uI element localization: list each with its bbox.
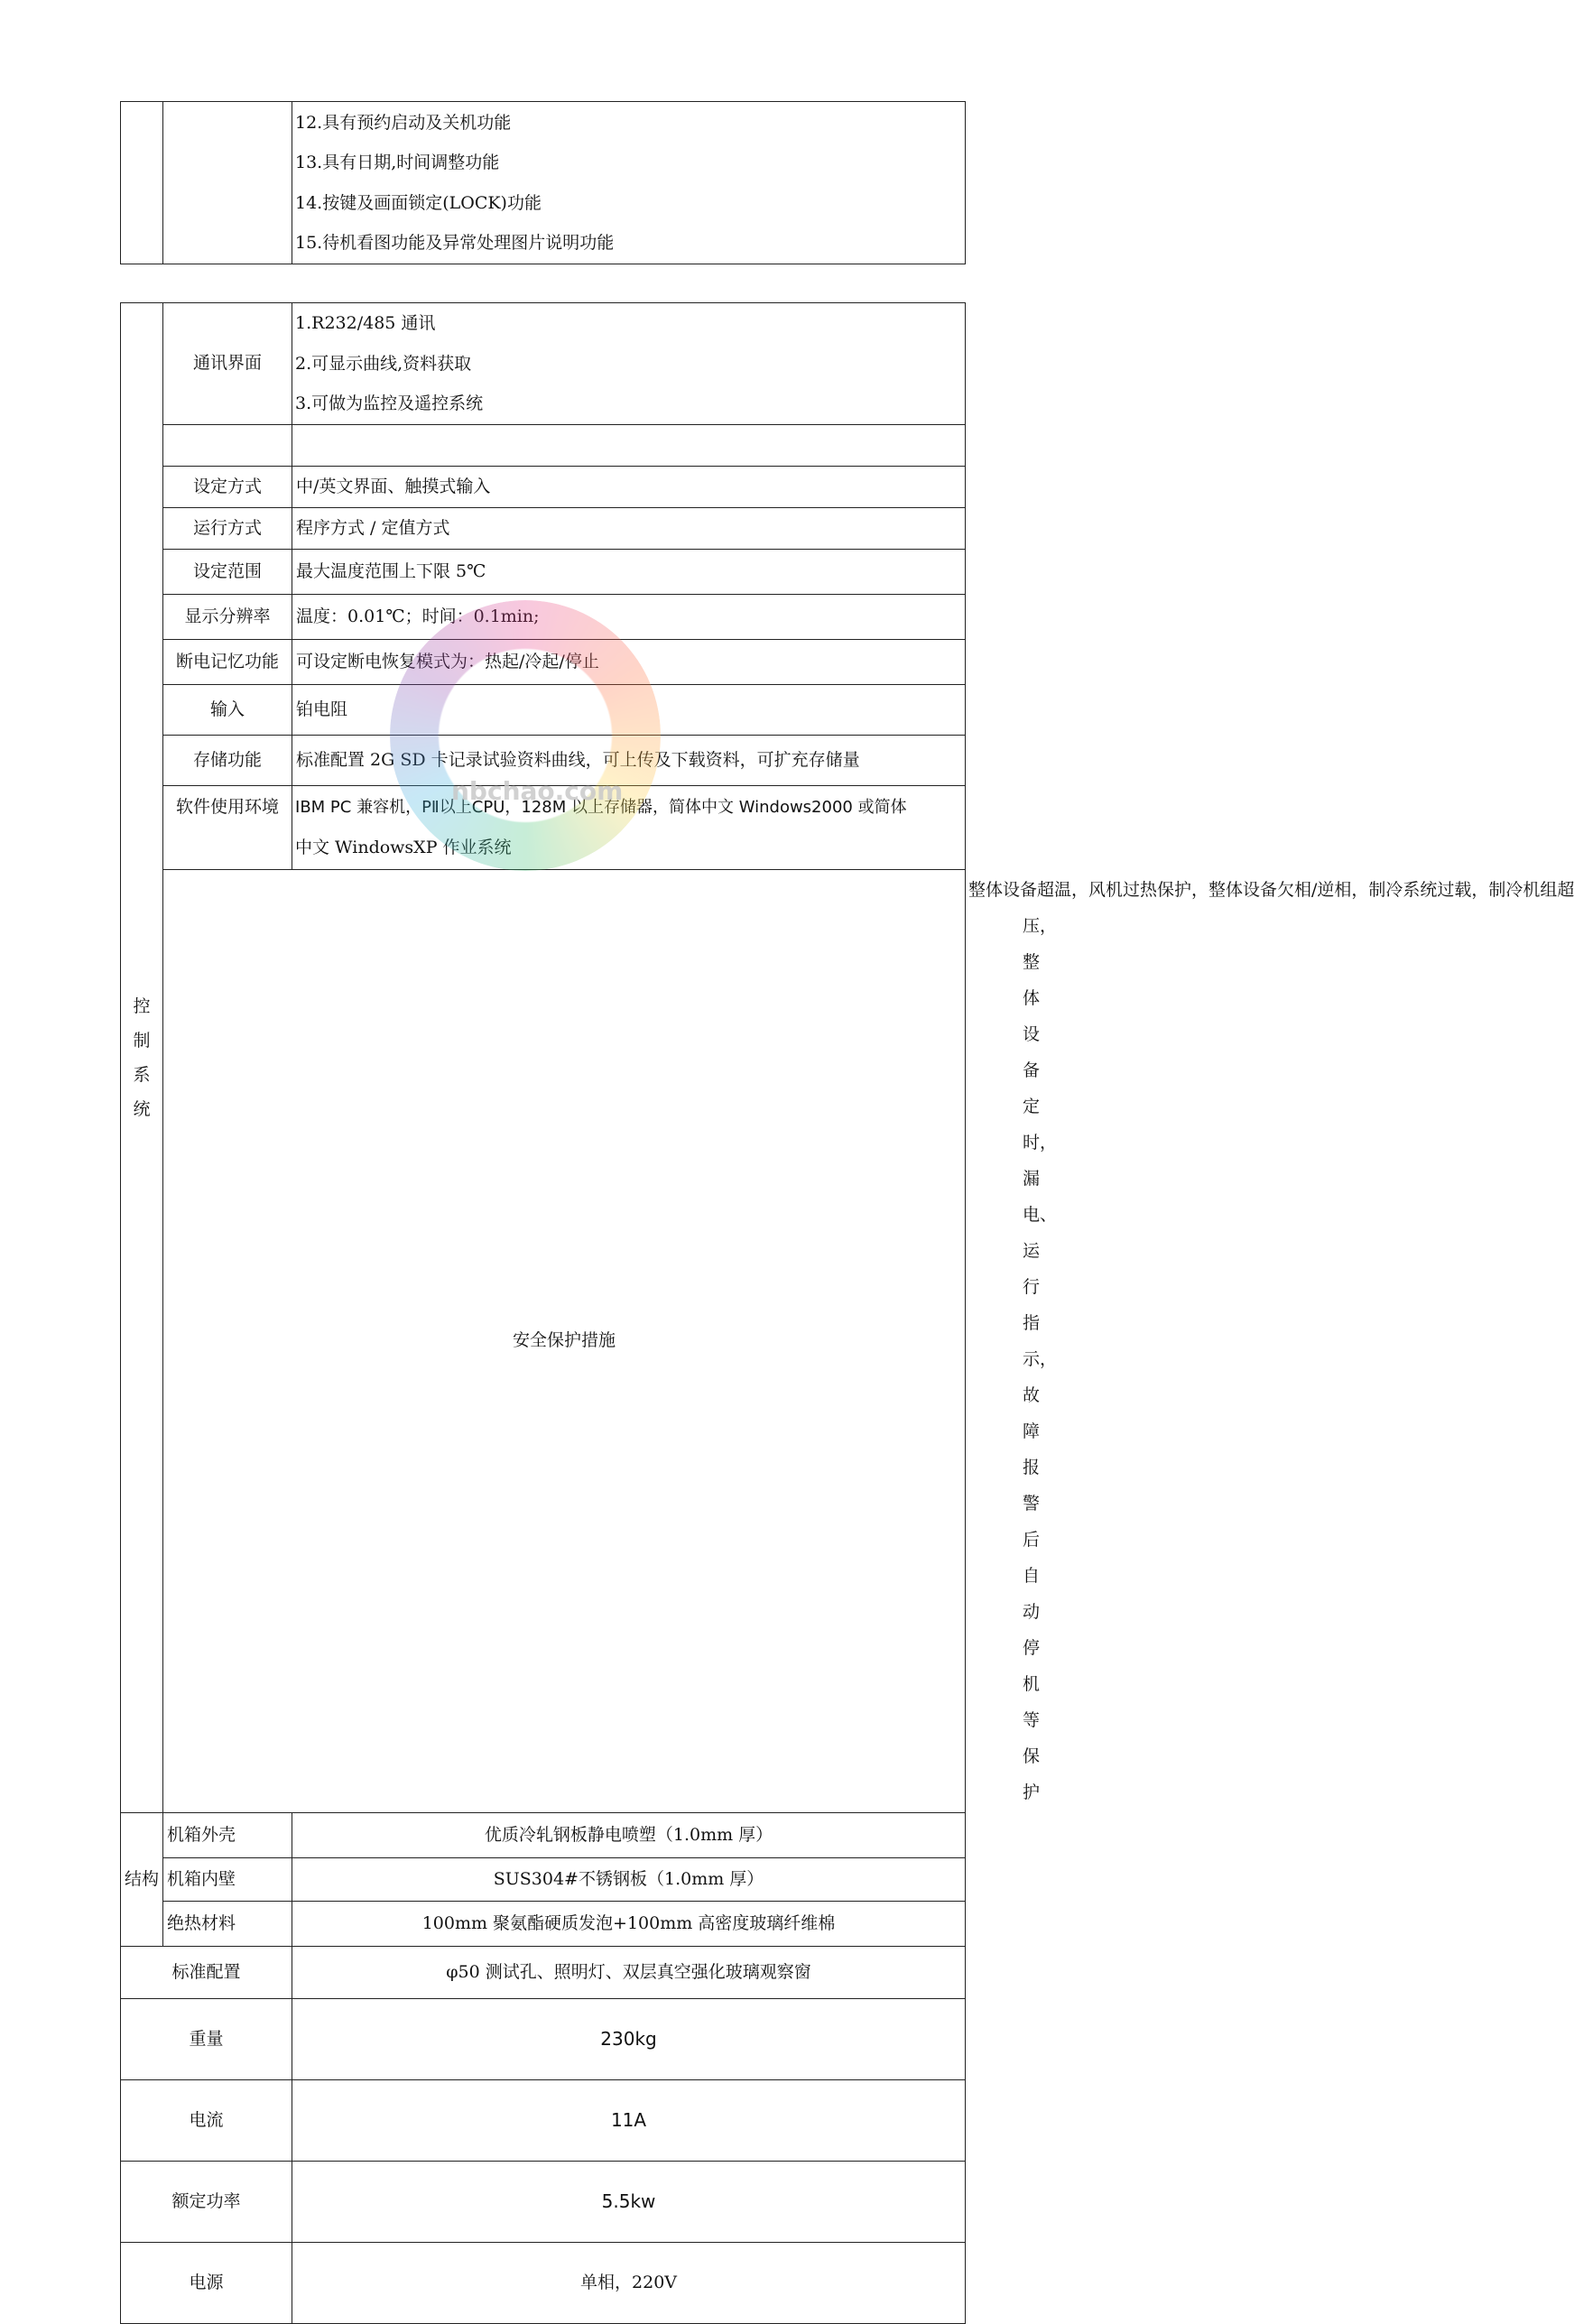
- current-label: 电流: [121, 2079, 292, 2161]
- feature-line: 12.具有预约启动及关机功能: [295, 112, 512, 133]
- empty-cell: [163, 102, 292, 264]
- empty-cell: [292, 424, 966, 466]
- control-system-group-label: 控 制 系 统: [121, 303, 163, 1813]
- software-line: 中文 WindowsXP 作业系统: [295, 837, 512, 857]
- input-value: 铂电阻: [292, 684, 966, 735]
- power-memory-value: 可设定断电恢复模式为：热起/冷起/停止: [292, 639, 966, 684]
- empty-cell: [121, 102, 163, 264]
- spec-table: 控 制 系 统 通讯界面 1.R232/485 通讯 2.可显示曲线,资料获取 3.可做为监控及遥控系统 设定方式 中/英文界面、触摸式输入 运行方式 程序方式 / 定值方式 设定范围 最大温度范围上下限 5℃ 显示分辨率 温度：0.01℃；时间：0.1min; 断电记忆功能 可设定断电恢复模式为：热起/冷起/停止 输入 铂电阻 存储功能 标准配置 2G SD 卡记录试验资料曲线，可上传及下载资料，可扩充存储量 软件使用环境 IBM PC 兼容机，PⅡ以上CPU，128M 以上存储器，简体中文 Windows2000 或简体 中文 WindowsXP 作业系统 安全保护措施 整体设备超温，风机过热保护，整体设备欠相/逆相，制冷系统过载，制冷机组超 压，整体设备定时，漏电、运行指示，故障报警后自动停机等保护 结构 机箱外壳 优质冷轧钢板静电喷塑（1.0mm 厚） 机箱内壁 SUS304#不锈钢板（1.0mm 厚） 绝热材料 100mm 聚氨酯硬质发泡+100mm 高密度玻璃纤维棉 标准配置 φ50 测试孔、照明灯、双层真空强化玻璃观察窗 重量 230kg 电流 11A 额定功率 5.5kw 电源 单相，220V: [120, 302, 966, 2324]
- structure-row-value: 100mm 聚氨酯硬质发泡+100mm 高密度玻璃纤维棉: [292, 1901, 966, 1946]
- input-label: 输入: [163, 684, 292, 735]
- comm-value: [292, 303, 966, 425]
- safety-label: 安全保护措施: [163, 869, 966, 1812]
- set-range-value: 最大温度范围上下限 5℃: [292, 549, 966, 594]
- power-memory-label: 断电记忆功能: [163, 639, 292, 684]
- rated-power-value: 5.5kw: [292, 2161, 966, 2242]
- software-label: 软件使用环境: [163, 785, 292, 869]
- set-range-label: 设定范围: [163, 549, 292, 594]
- structure-row-value: 优质冷轧钢板静电喷塑（1.0mm 厚）: [292, 1812, 966, 1857]
- comm-label: 通讯界面: [163, 303, 292, 425]
- comm-line: 2.可显示曲线,资料获取: [295, 353, 472, 374]
- software-value: [292, 785, 966, 869]
- structure-row-value: SUS304#不锈钢板（1.0mm 厚）: [292, 1857, 966, 1901]
- feature-line: 15.待机看图功能及异常处理图片说明功能: [295, 233, 615, 253]
- standard-config-label: 标准配置: [121, 1946, 292, 1998]
- comm-line: 1.R232/485 通讯: [295, 313, 436, 333]
- comm-line: 3.可做为监控及遥控系统: [295, 394, 484, 413]
- setting-mode-label: 设定方式: [163, 466, 292, 507]
- rated-power-label: 额定功率: [121, 2161, 292, 2242]
- setting-mode-value: 中/英文界面、触摸式输入: [292, 466, 966, 507]
- resolution-value: 温度：0.01℃；时间：0.1min;: [292, 594, 966, 639]
- power-supply-label: 电源: [121, 2242, 292, 2323]
- structure-row-label: 机箱内壁: [163, 1857, 292, 1901]
- run-mode-value: 程序方式 / 定值方式: [292, 507, 966, 549]
- structure-row-label: 绝热材料: [163, 1901, 292, 1946]
- feature-list: [292, 102, 966, 264]
- standard-config-value: φ50 测试孔、照明灯、双层真空强化玻璃观察窗: [292, 1946, 966, 1998]
- storage-value: 标准配置 2G SD 卡记录试验资料曲线，可上传及下载资料，可扩充存储量: [292, 735, 966, 785]
- storage-label: 存储功能: [163, 735, 292, 785]
- structure-row-label: 机箱外壳: [163, 1812, 292, 1857]
- watermark-text: nbchao.com: [451, 776, 624, 806]
- software-line: IBM PC 兼容机，PⅡ以上CPU，128M 以上存储器，简体中文 Windows2000 或简体: [295, 797, 907, 817]
- feature-line: 13.具有日期,时间调整功能: [295, 153, 500, 172]
- feature-line: 14.按键及画面锁定(LOCK)功能: [295, 192, 542, 213]
- run-mode-label: 运行方式: [163, 507, 292, 549]
- structure-group-label: 结构: [121, 1812, 163, 1946]
- weight-label: 重量: [121, 1998, 292, 2079]
- resolution-label: 显示分辨率: [163, 594, 292, 639]
- power-supply-value: 单相，220V: [292, 2242, 966, 2323]
- empty-cell: [163, 424, 292, 466]
- current-value: 11A: [292, 2079, 966, 2161]
- continuation-table: [120, 101, 966, 264]
- safety-line: 压，整体设备定时，漏电、运行指示，故障报警后自动停机等保护: [1023, 915, 1058, 1802]
- weight-value: 230kg: [292, 1998, 966, 2079]
